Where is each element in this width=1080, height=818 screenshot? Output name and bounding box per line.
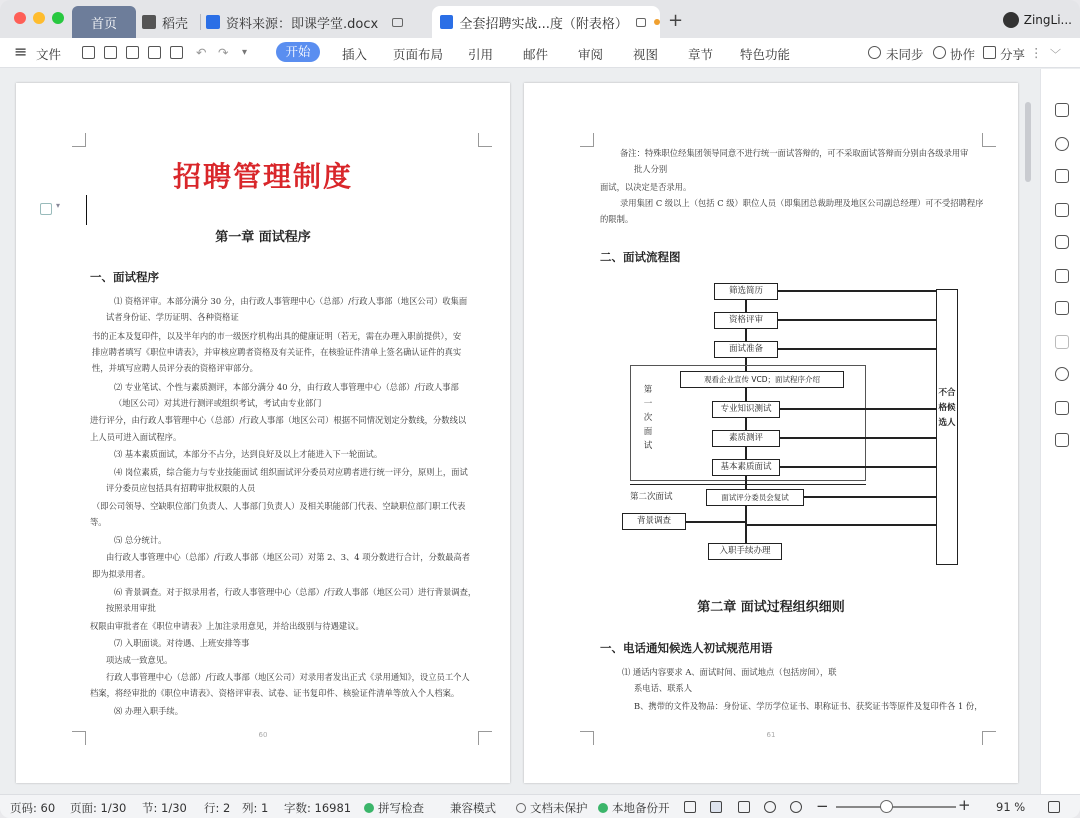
- body-line: ⑸ 总分统计。: [114, 535, 167, 545]
- doc-protect-toggle[interactable]: [516, 800, 588, 816]
- more-icon[interactable]: ⋮: [1030, 45, 1043, 60]
- user-account[interactable]: [1003, 12, 1072, 28]
- tab-home[interactable]: [72, 6, 136, 38]
- tab-daoke-label: 稻壳: [162, 16, 189, 32]
- flow-arrow: [745, 447, 747, 459]
- body-line: 按照录用审批: [106, 603, 156, 613]
- tab-doc-source[interactable]: [206, 6, 426, 38]
- hexagon-icon[interactable]: [1055, 235, 1069, 249]
- close-window-button[interactable]: [14, 12, 26, 24]
- flow-reject-arrow: [778, 290, 936, 292]
- body-line: （地区公司）对其进行测评或组织考试，考试由专业部门: [114, 398, 322, 408]
- flow-arrow: [745, 329, 747, 341]
- flow-reject-arrow: [780, 466, 936, 468]
- unprotected-icon: [516, 803, 526, 813]
- flow-reject-arrow: [804, 496, 936, 498]
- flow-step-vcd: 观看企业宣传 VCD；面试程序介绍: [680, 371, 844, 388]
- section-heading: 一、电话通知候选人初试规范用语: [600, 641, 773, 655]
- avatar: [1003, 12, 1019, 28]
- outline-view-icon[interactable]: [738, 801, 750, 813]
- page-number: 60: [258, 731, 268, 739]
- document-title: 招聘管理制度: [172, 160, 353, 193]
- document-page-right[interactable]: [524, 83, 1018, 783]
- flow-step-screen-resume: 筛选简历: [714, 283, 778, 300]
- print-icon[interactable]: [148, 46, 161, 59]
- body-line: ⑻ 办理入职手续。: [114, 706, 184, 716]
- zoom-level[interactable]: 91 %: [996, 800, 1026, 814]
- status-page[interactable]: 页面: 1/30: [70, 801, 127, 815]
- section-heading: 一、面试程序: [90, 270, 159, 284]
- status-row: 行: 2: [204, 801, 231, 815]
- paragraph-handle-icon[interactable]: [40, 203, 52, 215]
- body-line: 批人分别: [634, 164, 668, 174]
- body-line: ⑶ 基本素质面试，本部分不占分，达到良好及以上才能进入下一轮面试。: [114, 449, 383, 459]
- second-round-label: 第二次面试: [630, 492, 673, 502]
- second-round-line: [630, 484, 866, 485]
- open-folder-icon[interactable]: [82, 46, 95, 59]
- spell-check-toggle[interactable]: [364, 800, 424, 816]
- title-bar: [0, 0, 1080, 38]
- flow-step-onboarding: 入职手续办理: [708, 543, 782, 560]
- page-view-icon[interactable]: [710, 801, 722, 813]
- word-doc-icon: [206, 15, 220, 29]
- flow-reject-arrow: [780, 437, 936, 439]
- monitor-icon: [636, 18, 647, 27]
- body-line: 权限由审批者在《职位申请表》上加注录用意见，并给出级别与待遇建议。: [90, 621, 364, 631]
- scroll-thumb[interactable]: [1025, 102, 1031, 182]
- fit-window-icon[interactable]: [1048, 801, 1060, 813]
- body-line: 性，并填写应聘人员评分表的资格评审部分。: [92, 363, 258, 373]
- tab-doc-active-label: 全套招聘实战...度（附表格）: [459, 16, 628, 32]
- status-column: 列: 1: [242, 801, 269, 815]
- body-line: 由行政人事管理中心（总部）/行政人事部（地区公司）对第 2、3、4 项分数进行合计，分数最高者: [106, 552, 471, 562]
- flow-arrow: [745, 418, 747, 430]
- save-icon[interactable]: [104, 46, 117, 59]
- backup-on-icon: [598, 803, 608, 813]
- collaborate-icon: [933, 46, 946, 59]
- spell-check-on-icon: [364, 803, 374, 813]
- status-word-count[interactable]: 字数: 16981: [284, 801, 352, 815]
- quick-access-more-icon[interactable]: ▾: [242, 47, 248, 58]
- body-line: 评分委员应包括具有招聘审批权限的人员: [106, 483, 256, 493]
- flow-reject-box: 不合格候选人: [936, 289, 958, 565]
- file-menu[interactable]: 文件: [36, 47, 62, 62]
- chapter-heading: 第二章 面试过程组织细则: [697, 600, 845, 615]
- ribbon-tab-insert[interactable]: 插入: [342, 47, 368, 62]
- body-line: 等。: [90, 517, 107, 527]
- slider-settings-icon[interactable]: [1055, 335, 1069, 349]
- ribbon-toolbar: [0, 38, 1080, 68]
- zoom-slider[interactable]: [836, 806, 956, 808]
- tab-separator: [200, 14, 201, 30]
- flow-arrow: [745, 300, 747, 312]
- flow-reject-arrow: [778, 348, 936, 350]
- ribbon-tab-features[interactable]: 特色功能: [740, 47, 791, 62]
- flow-arrow: [745, 476, 747, 489]
- compat-mode[interactable]: 兼容模式: [450, 801, 496, 815]
- flow-arrow: [745, 388, 747, 401]
- body-line: B、携带的文件及物品：身份证、学历学位证书、职称证书、获奖证书等原件及复印件各 1 份，: [634, 701, 983, 711]
- print-preview-icon[interactable]: [170, 46, 183, 59]
- margin-mark: [580, 133, 594, 147]
- share-button[interactable]: 分享: [1000, 47, 1026, 62]
- flow-step-prepare: 面试准备: [714, 341, 778, 358]
- flow-step-background-check: 背景调查: [622, 513, 686, 530]
- body-line: ⑴ 通话内容要求 A、面试时间、面试地点（包括房间），联: [622, 667, 837, 677]
- flow-step-knowledge-test: 专业知识测试: [712, 401, 780, 418]
- vertical-scrollbar[interactable]: [1022, 72, 1036, 792]
- ribbon-tab-view[interactable]: 视图: [633, 47, 659, 62]
- paragraph-menu-caret-icon[interactable]: ▾: [56, 201, 61, 210]
- body-line: 书的正本及复印件，以及半年内的市一级医疗机构出具的健康证明（若无，需在办理入职前提供），安: [92, 331, 462, 341]
- cloud-sync-icon: [868, 46, 881, 59]
- tab-daoke[interactable]: [142, 6, 198, 38]
- style-icon[interactable]: [1055, 169, 1069, 183]
- monitor-icon: [392, 18, 403, 27]
- body-line: ⑷ 岗位素质，综合能力与专业技能面试 组织面试评分委员对应聘者进行统一评分，原则上，面试: [114, 467, 468, 477]
- status-page-code[interactable]: 页码: 60: [10, 801, 56, 815]
- status-section: 节: 1/30: [142, 801, 187, 815]
- page-number: 61: [766, 731, 776, 739]
- margin-mark: [982, 133, 996, 147]
- pen-edit-icon[interactable]: [1055, 103, 1069, 117]
- web-view-icon[interactable]: [764, 801, 776, 813]
- body-line: 项达成一致意见。: [106, 655, 173, 665]
- document-page-left[interactable]: [16, 83, 510, 783]
- margin-mark: [72, 133, 86, 147]
- body-line: ⑹ 背景调查。对于拟录用者，行政人事管理中心（总部）/行政人事部（地区公司）进行背景调查，: [114, 587, 477, 597]
- ribbon-tab-references[interactable]: 引用: [468, 47, 494, 62]
- right-sidebar: [1040, 69, 1080, 794]
- undo-icon[interactable]: ↶: [196, 45, 207, 60]
- redo-icon[interactable]: ↷: [218, 45, 229, 60]
- maximize-window-button[interactable]: [52, 12, 64, 24]
- spell-check-label: 拼写检查: [378, 801, 424, 815]
- ribbon-tab-start[interactable]: 开始: [276, 42, 320, 62]
- body-line: ⑺ 入职面谈。对待遇、上班安排等事: [114, 638, 250, 648]
- doc-protect-label: 文档未保护: [530, 801, 588, 815]
- eye-protection-icon[interactable]: [790, 801, 802, 813]
- cursor-select-icon[interactable]: [1055, 269, 1069, 283]
- collapse-ribbon-icon[interactable]: ﹀: [1050, 48, 1061, 61]
- user-name: ZingLi...: [1023, 13, 1072, 27]
- ribbon-tab-chapter[interactable]: 章节: [688, 47, 714, 62]
- interview-flowchart: [620, 279, 960, 569]
- flow-step-quality-assessment: 素质测评: [712, 430, 780, 447]
- body-line: ⑵ 专业笔试、个性与素质测评，本部分满分 40 分，由行政人事管理中心（总部）/行政人事部: [114, 382, 459, 392]
- body-line: 行政人事管理中心（总部）/行政人事部（地区公司）对录用者发出正式《录用通知》，设立员工个人: [106, 672, 470, 682]
- fullscreen-icon[interactable]: [684, 801, 696, 813]
- share-icon: [983, 46, 996, 59]
- body-line: 即为拟录用者。: [92, 569, 151, 579]
- tab-home-label: 首页: [90, 16, 117, 32]
- body-line: 档案，将经审批的《职位申请表》、资格评审表、试卷、证书复印件、核验证件清单等放入个人档案。: [90, 688, 460, 698]
- body-line: 上人员可进入面试程序。: [90, 432, 182, 442]
- minimize-window-button[interactable]: [33, 12, 45, 24]
- image-text-icon[interactable]: [1055, 401, 1069, 415]
- menu-hamburger-icon[interactable]: ≡: [14, 42, 28, 61]
- flow-reject-arrow: [746, 524, 936, 526]
- new-tab-plus-icon[interactable]: +: [668, 10, 684, 31]
- text-cursor: [86, 195, 87, 225]
- body-line: 系电话、联系人: [634, 683, 693, 693]
- flow-step-basic-interview: 基本素质面试: [712, 459, 780, 476]
- local-backup-label: 本地备份开: [612, 801, 670, 815]
- chapter-heading: 第一章 面试程序: [215, 230, 311, 245]
- body-line: 试者身份证、学历证明、各种资格证: [106, 312, 239, 322]
- body-line: 的限制。: [600, 214, 634, 224]
- flow-connector: [686, 521, 746, 523]
- lock-icon[interactable]: [1055, 301, 1069, 315]
- body-line: 排应聘者填写《职位申请表》，并审核应聘者资格及有关证件，在核验证件清单上签名确认证件的真实: [92, 347, 462, 357]
- history-icon[interactable]: [1055, 367, 1069, 381]
- ribbon-tab-review[interactable]: 审阅: [578, 47, 604, 62]
- collaborate-button[interactable]: 协作: [950, 47, 976, 62]
- daoke-icon: [142, 15, 156, 29]
- first-round-label: 第一次面试: [643, 385, 653, 451]
- sync-status[interactable]: 未同步: [886, 47, 924, 62]
- flow-step-committee-reinterview: 面试评分委员会复试: [706, 489, 804, 506]
- flow-reject-arrow: [778, 319, 936, 321]
- body-line: 面试，以决定是否录用。: [600, 182, 692, 192]
- ribbon-tab-mail[interactable]: 邮件: [523, 47, 549, 62]
- local-backup-toggle[interactable]: [598, 800, 670, 816]
- tab-doc-active[interactable]: [432, 6, 660, 38]
- margin-mark: [478, 133, 492, 147]
- section-heading: 二、面试流程图: [600, 250, 681, 264]
- flow-step-qualification: 资格评审: [714, 312, 778, 329]
- body-line: （即公司领导、空缺职位部门负责人、人事部门负责人）及相关职能部门代表、空缺职位部门职工代表: [92, 501, 466, 511]
- tools-icon[interactable]: [1055, 203, 1069, 217]
- ribbon-tab-layout[interactable]: 页面布局: [393, 47, 444, 62]
- body-line: 录用集团 C 级以上（包括 C 级）职位人员（即集团总裁助理及地区公司副总经理）可不受招聘程序: [620, 198, 984, 208]
- flow-reject-arrow: [780, 408, 936, 410]
- unsaved-dot-icon: [654, 19, 660, 25]
- zoom-out-icon[interactable]: −: [816, 797, 829, 815]
- picture-icon[interactable]: [1055, 433, 1069, 447]
- body-line: 备注：特殊职位经集团领导同意不进行统一面试答辩的，可不采取面试答辩而分别由各级录用审: [620, 148, 969, 158]
- shapes-icon[interactable]: [1055, 137, 1069, 151]
- body-line: ⑴ 资格评审。本部分满分 30 分，由行政人事管理中心（总部）/行政人事部（地区公司）收集面: [114, 296, 468, 306]
- export-icon[interactable]: [126, 46, 139, 59]
- zoom-slider-knob[interactable]: [880, 800, 893, 813]
- word-doc-icon: [440, 15, 453, 29]
- status-bar: [0, 794, 1080, 818]
- zoom-in-icon[interactable]: +: [958, 796, 971, 814]
- body-line: 进行评分，由行政人事管理中心（总部）/行政人事部（地区公司）根据不同情况划定分数线，分数线以: [90, 415, 467, 425]
- tab-doc-source-label: 资料来源：即课学堂.docx: [226, 16, 379, 32]
